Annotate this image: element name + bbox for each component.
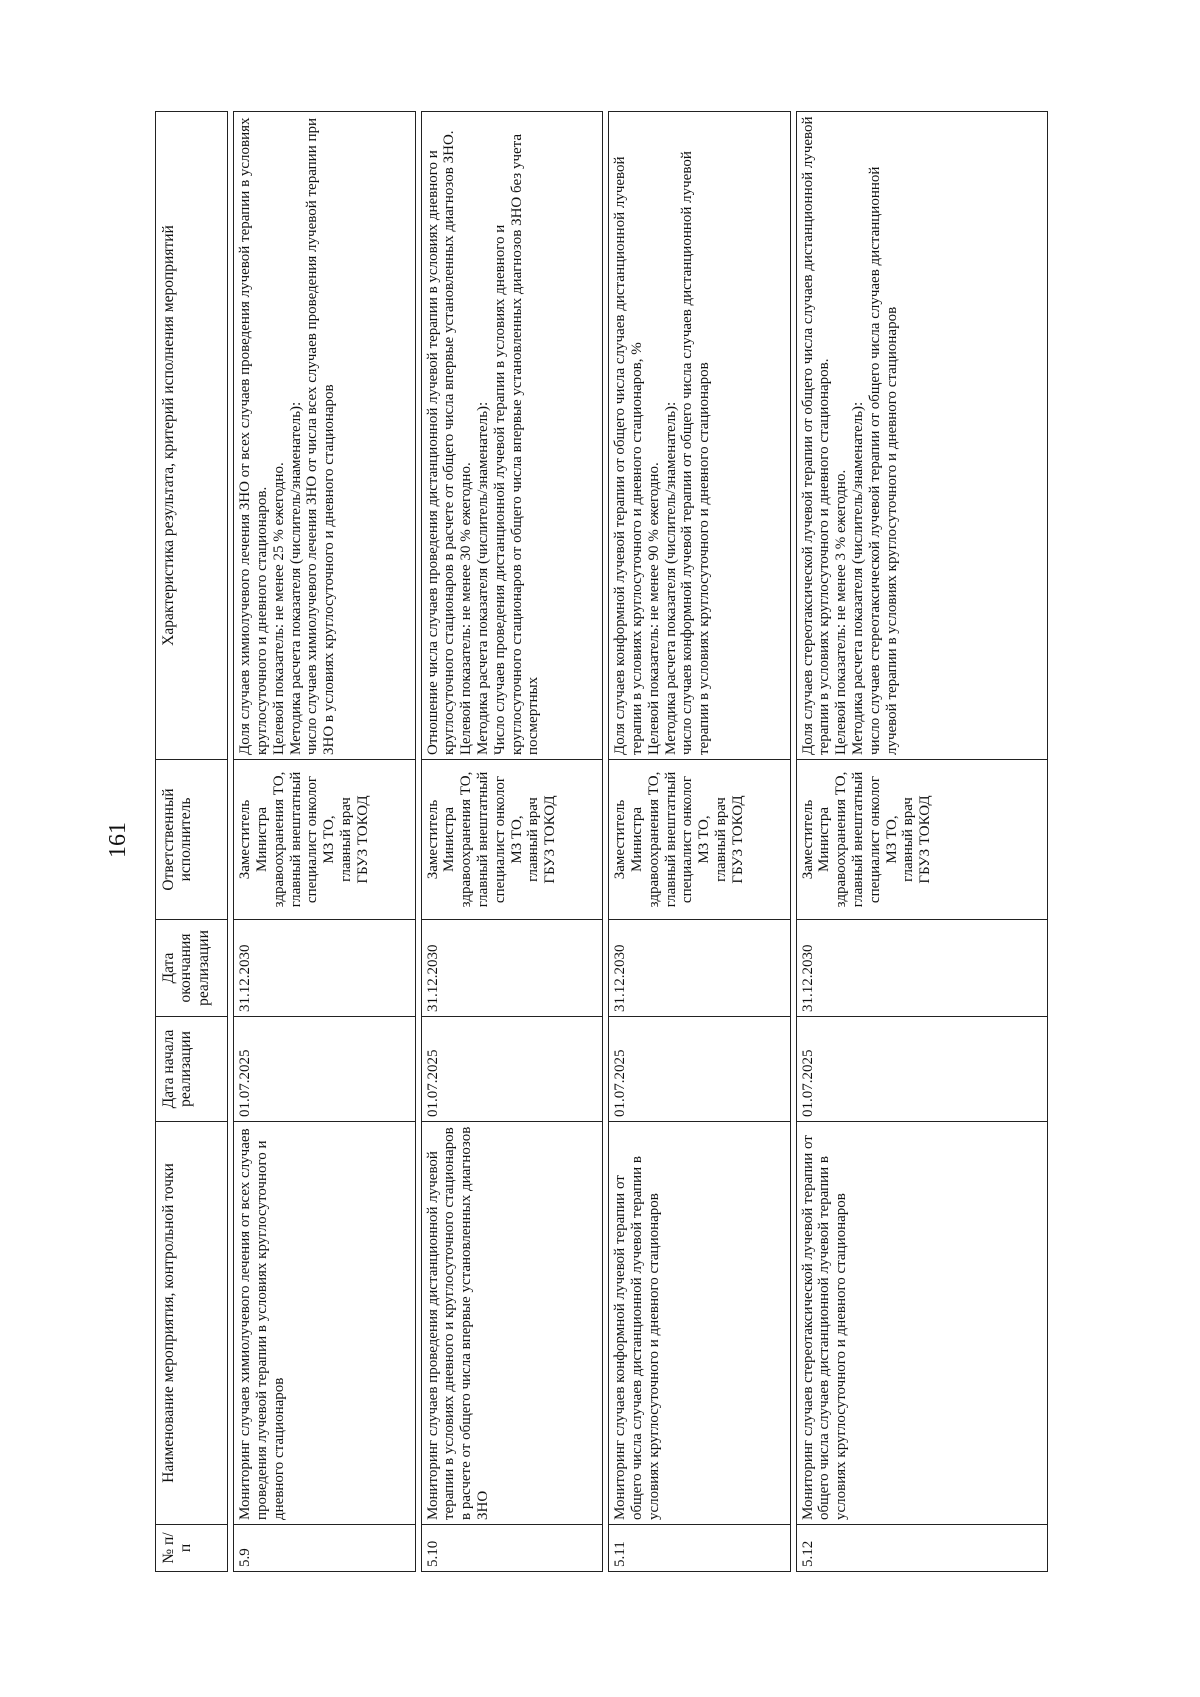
characteristic-line: Методика расчета показателя (числитель/знаменатель): — [475, 401, 492, 755]
cell-end-date: 31.12.2030 — [796, 920, 1047, 1017]
responsible-line: Министра — [628, 807, 645, 872]
cell-num: 5.10 — [421, 1525, 602, 1572]
cell-end-date: 31.12.2030 — [609, 920, 790, 1017]
responsible-line: здравоохранения ТО, — [645, 771, 662, 908]
characteristic-line: число случаев стереотаксической лучевой терапии от общего числа случаев дистанционной лучевой терапии в условиях круглосуточного и дневного стационаров — [866, 166, 900, 755]
cell-start-date: 01.07.2025 — [796, 1017, 1047, 1122]
responsible-line: ГБУЗ ТОКОД — [542, 795, 559, 884]
responsible-line: специалист онколог — [679, 775, 696, 904]
responsible-line: здравоохранения ТО, — [270, 771, 287, 908]
table-row — [421, 112, 602, 1572]
characteristic-line: Целевой показатель: не менее 90 % ежегодно. — [645, 462, 662, 755]
responsible-line: специалист онколог — [866, 775, 883, 904]
header-responsible: Ответственный исполнитель — [156, 760, 228, 920]
responsible-line: МЗ ТО, — [321, 815, 338, 864]
cell-name: Мониторинг случаев химиолучевого лечения от всех случаев проведения лучевой терапии в условиях круглосуточного и дневного стационаров — [234, 1122, 415, 1525]
cell-characteristic — [421, 112, 602, 760]
cell-responsible — [234, 760, 415, 920]
cell-end-date: 31.12.2030 — [421, 920, 602, 1017]
rotated-table-container — [155, 112, 1048, 1572]
cell-characteristic — [234, 112, 415, 760]
table-header-row — [156, 112, 228, 1572]
table-row — [796, 112, 1047, 1572]
characteristic-line: Методика расчета показателя (числитель/знаменатель): — [287, 401, 304, 755]
cell-num: 5.12 — [796, 1525, 1047, 1572]
responsible-line: Заместитель — [799, 799, 816, 880]
table-row — [609, 112, 790, 1572]
responsible-line: главный врач — [525, 797, 542, 882]
characteristic-line: Целевой показатель: не менее 3 % ежегодно. — [833, 469, 850, 755]
measures-table — [155, 111, 1048, 1572]
characteristic-line: Доля случаев химиолучевого лечения ЗНО от всех случаев проведения лучевой терапии в условиях круглосуточного и дневного стационаров. — [237, 117, 270, 755]
cell-start-date: 01.07.2025 — [421, 1017, 602, 1122]
responsible-line: главный врач — [900, 797, 917, 882]
responsible-line: здравоохранения ТО, — [458, 771, 475, 908]
page-number: 161 — [105, 822, 131, 858]
cell-start-date: 01.07.2025 — [609, 1017, 790, 1122]
cell-end-date: 31.12.2030 — [234, 920, 415, 1017]
cell-characteristic — [609, 112, 790, 760]
table-body — [228, 112, 1048, 1572]
responsible-line: Заместитель — [424, 799, 441, 880]
responsible-line: здравоохранения ТО, — [833, 771, 850, 908]
characteristic-line: Отношение числа случаев проведения дистанционной лучевой терапии в условиях дневного и круглосуточного стационаров в расчете от общего числа впервые установленных диагнозов ЗНО. — [424, 130, 458, 755]
cell-num: 5.9 — [234, 1525, 415, 1572]
characteristic-line: Методика расчета показателя (числитель/знаменатель): — [662, 401, 679, 755]
responsible-line: главный внештатный — [475, 771, 492, 908]
cell-characteristic — [796, 112, 1047, 760]
responsible-line: ГБУЗ ТОКОД — [354, 795, 371, 884]
characteristic-line: число случаев химиолучевого лечения ЗНО от числа всех случаев проведения лучевой терапии при ЗНО в условиях круглосуточного и дневного стационаров — [304, 117, 338, 755]
cell-name: Мониторинг случаев конформной лучевой терапии от общего числа случаев дистанционной лучевой терапии в условиях круглосуточного и дневного стационаров — [609, 1122, 790, 1525]
responsible-line: МЗ ТО, — [883, 815, 900, 864]
header-num: № п/п — [156, 1525, 228, 1572]
responsible-line: главный внештатный — [287, 771, 304, 908]
header-name: Наименование мероприятия, контрольной точки — [156, 1122, 228, 1525]
header-start-date: Дата начала реализации — [156, 1017, 228, 1122]
responsible-line: МЗ ТО, — [696, 815, 713, 864]
cell-responsible — [421, 760, 602, 920]
characteristic-line: число случаев конформной лучевой терапии от общего числа случаев дистанционной лучевой терапии в условиях круглосуточного и дневного стационаров — [679, 151, 713, 755]
responsible-line: МЗ ТО, — [508, 815, 525, 864]
characteristic-line: Целевой показатель: не менее 30 % ежегодно. — [458, 462, 475, 755]
cell-start-date: 01.07.2025 — [234, 1017, 415, 1122]
responsible-line: Министра — [253, 807, 270, 872]
characteristic-line: Доля случаев стереотаксической лучевой терапии от общего числа случаев дистанционной лучевой терапии в условиях круглосуточного и дневного стационаров. — [799, 116, 833, 755]
responsible-line: главный внештатный — [850, 771, 867, 908]
responsible-line: специалист онколог — [304, 775, 321, 904]
responsible-line: главный врач — [712, 797, 729, 882]
cell-responsible — [609, 760, 790, 920]
header-characteristic: Характеристика результата, критерий исполнения мероприятий — [156, 112, 228, 760]
cell-num: 5.11 — [609, 1525, 790, 1572]
characteristic-line: Число случаев проведения дистанционной лучевой терапии в условиях дневного и круглосуточного стационаров от общего числа впервые установленных диагнозов ЗНО без учета посмертных — [491, 133, 542, 755]
characteristic-line: Целевой показатель: не менее 25 % ежегодно. — [270, 462, 287, 755]
responsible-line: ГБУЗ ТОКОД — [917, 795, 934, 884]
cell-responsible — [796, 760, 1047, 920]
responsible-line: главный врач — [337, 797, 354, 882]
characteristic-line: Доля случаев конформной лучевой терапии от общего числа случаев дистанционной лучевой терапии в условиях круглосуточного и дневного стационаров, % — [612, 156, 645, 755]
table-row — [234, 112, 415, 1572]
responsible-line: Министра — [816, 807, 833, 872]
responsible-line: специалист онколог — [491, 775, 508, 904]
responsible-line: Заместитель — [237, 799, 254, 880]
cell-name: Мониторинг случаев стереотаксической лучевой терапии от общего числа случаев дистанционной лучевой терапии в условиях круглосуточного и дневного стационаров — [796, 1122, 1047, 1525]
responsible-line: Министра — [441, 807, 458, 872]
responsible-line: главный внештатный — [662, 771, 679, 908]
responsible-line: ГБУЗ ТОКОД — [729, 795, 746, 884]
header-end-date: Дата окончания реализации — [156, 920, 228, 1017]
characteristic-line: Методика расчета показателя (числитель/знаменатель): — [850, 401, 867, 755]
responsible-line: Заместитель — [612, 799, 629, 880]
cell-name: Мониторинг случаев проведения дистанционной лучевой терапии в условиях дневного и круглосуточного стационаров в расчете от общего числа впервые установленных диагнозов ЗНО — [421, 1122, 602, 1525]
